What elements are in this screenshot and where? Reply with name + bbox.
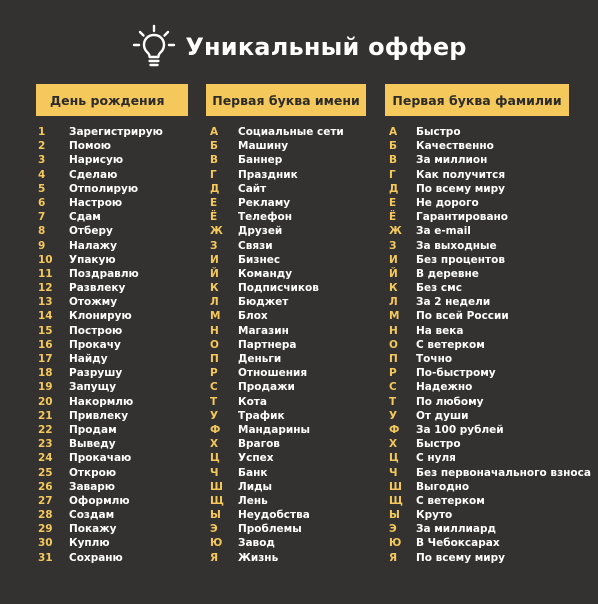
last-name-item-key: Ш: [389, 480, 402, 493]
column-header-first-name-letter: Первая буква имени: [206, 84, 366, 116]
birthday-item: [38, 352, 163, 366]
last-name-item-key: А: [389, 126, 398, 138]
last-name-item-key: М: [389, 310, 400, 323]
first-name-item-text: Сайт: [238, 182, 267, 195]
last-name-item: [389, 551, 591, 565]
last-name-item-key: Н: [389, 324, 398, 337]
last-name-item-key: Щ: [389, 494, 403, 507]
last-name-item-text: С ветерком: [416, 338, 485, 351]
birthday-item-text: Поздравлю: [69, 267, 139, 280]
first-name-item-key: Ж: [210, 225, 223, 238]
birthday-item-text: Прокачаю: [69, 452, 132, 465]
birthday-item: [38, 139, 163, 153]
birthday-item: [38, 253, 163, 267]
first-name-item-text: Трафик: [238, 409, 285, 422]
column-header-birthday: День рождения: [36, 84, 188, 116]
first-name-item-text: Бизнес: [238, 253, 281, 266]
last-name-item-key: К: [389, 282, 398, 295]
birthday-item-text: Куплю: [69, 537, 110, 550]
birthday-item-key: 11: [38, 267, 53, 280]
last-name-item: [389, 267, 591, 281]
last-name-item: [389, 352, 591, 366]
first-name-item-text: Лень: [238, 494, 268, 507]
last-name-item-key: Я: [389, 551, 398, 564]
first-name-item-text: Праздник: [238, 168, 298, 181]
birthday-item-text: Запущу: [69, 381, 117, 394]
first-name-item: [210, 352, 344, 366]
birthday-item-text: Построю: [69, 324, 123, 337]
first-name-item-text: Завод: [238, 537, 275, 550]
first-name-item-text: Блох: [238, 310, 268, 323]
birthday-item-key: 26: [38, 480, 53, 493]
first-name-item-key: Г: [210, 168, 217, 181]
first-name-item-text: Связи: [238, 239, 273, 252]
birthday-item-key: 1: [38, 126, 46, 138]
last-name-item-key: Е: [389, 196, 397, 209]
first-name-item-key: Р: [210, 367, 218, 380]
first-name-item-text: Лиды: [238, 480, 273, 493]
last-name-item-key: Ч: [389, 466, 398, 479]
birthday-item-text: Налажу: [69, 239, 117, 252]
first-name-item-text: Мандарины: [238, 423, 310, 436]
first-name-item-text: Успех: [238, 452, 274, 465]
birthday-item-text: Покажу: [69, 523, 117, 536]
first-name-item-key: Т: [210, 395, 218, 408]
birthday-item-key: 15: [38, 324, 53, 337]
birthday-item-key: 16: [38, 338, 53, 351]
last-name-item-key: Д: [389, 182, 399, 195]
last-name-item-text: Надежно: [416, 381, 473, 394]
first-name-item: [210, 182, 344, 196]
birthday-item-key: 17: [38, 353, 53, 365]
last-name-item-text: Не дорого: [416, 196, 479, 209]
last-name-item: [389, 522, 591, 536]
birthday-item-key: 5: [38, 182, 46, 195]
birthday-item-key: 27: [38, 494, 53, 507]
last-name-item-text: За 2 недели: [416, 296, 491, 309]
birthday-item-key: 29: [38, 523, 53, 536]
birthday-item: [38, 324, 163, 338]
first-name-item: [210, 395, 344, 409]
last-name-letter-list: [389, 125, 591, 565]
birthday-item: [38, 522, 163, 536]
first-name-item-key: О: [210, 338, 219, 351]
last-name-item: [389, 295, 591, 309]
first-name-item-key: В: [210, 154, 219, 167]
birthday-item: [38, 168, 163, 182]
last-name-item-text: За 100 рублей: [416, 423, 504, 436]
first-name-item: [210, 253, 344, 267]
first-name-item-key: Х: [210, 438, 219, 451]
birthday-item-key: 19: [38, 381, 53, 394]
birthday-item-text: Нарисую: [69, 154, 124, 167]
first-name-item: [210, 125, 344, 139]
birthday-item: [38, 551, 163, 565]
last-name-item-text: Быстро: [416, 438, 461, 451]
last-name-item-key: Ё: [389, 211, 397, 224]
last-name-item-text: По-быстрому: [416, 367, 496, 380]
last-name-item-key: Ф: [389, 423, 400, 436]
last-name-item-key: Х: [389, 438, 398, 451]
birthday-item-key: 3: [38, 154, 46, 167]
first-name-item-text: Телефон: [238, 211, 292, 224]
first-name-item-key: Ш: [210, 480, 223, 493]
first-name-item-key: Д: [210, 182, 220, 195]
first-name-item-key: И: [210, 253, 219, 266]
last-name-item-text: С нуля: [416, 452, 456, 465]
first-name-item-key: Ю: [210, 537, 223, 550]
first-name-item-text: Продажи: [238, 381, 295, 394]
first-name-item: [210, 409, 344, 423]
birthday-item: [38, 210, 163, 224]
last-name-item-text: Как получится: [416, 168, 506, 181]
birthday-item-text: Упакую: [69, 253, 116, 266]
birthday-item: [38, 451, 163, 465]
last-name-item: [389, 210, 591, 224]
birthday-item: [38, 423, 163, 437]
page-title: Уникальный оффер: [185, 33, 467, 61]
last-name-item-text: Без смс: [416, 282, 462, 295]
last-name-item-text: Быстро: [416, 126, 461, 138]
last-name-item-key: Р: [389, 367, 397, 380]
first-name-item-text: Баннер: [238, 154, 283, 167]
last-name-item: [389, 409, 591, 423]
birthday-item: [38, 196, 163, 210]
last-name-item-key: Г: [389, 168, 396, 181]
last-name-item: [389, 309, 591, 323]
birthday-item-key: 10: [38, 253, 53, 266]
birthday-item-text: Разрушу: [69, 367, 123, 380]
birthday-item-key: 12: [38, 282, 53, 295]
last-name-item: [389, 423, 591, 437]
first-name-item-text: Магазин: [238, 324, 289, 337]
first-name-item: [210, 366, 344, 380]
first-name-item: [210, 239, 344, 253]
birthday-item-key: 22: [38, 423, 53, 436]
last-name-item-text: В Чебоксарах: [416, 537, 500, 550]
last-name-item: [389, 281, 591, 295]
last-name-item: [389, 508, 591, 522]
birthday-list: [38, 125, 163, 565]
first-name-item: [210, 508, 344, 522]
birthday-item: [38, 309, 163, 323]
last-name-item-key: И: [389, 253, 398, 266]
last-name-item-text: На века: [416, 324, 464, 337]
birthday-item-text: Сдам: [69, 211, 101, 224]
last-name-item-text: Гарантировано: [416, 211, 509, 224]
last-name-item-key: С: [389, 381, 397, 394]
last-name-item-key: Л: [389, 296, 398, 309]
birthday-item: [38, 224, 163, 238]
birthday-item-text: Отполирую: [69, 182, 139, 195]
last-name-item: [389, 196, 591, 210]
first-name-item-text: Жизнь: [238, 551, 279, 564]
first-name-item-text: Команду: [238, 267, 293, 280]
first-name-item: [210, 210, 344, 224]
birthday-item-text: Найду: [69, 353, 108, 365]
last-name-item-key: Б: [389, 140, 398, 153]
birthday-item-key: 25: [38, 466, 53, 479]
birthday-item: [38, 380, 163, 394]
birthday-item-text: Развлеку: [69, 282, 126, 295]
last-name-item-text: По всей России: [416, 310, 509, 323]
first-name-item-key: Ч: [210, 466, 219, 479]
birthday-item: [38, 239, 163, 253]
first-name-item-key: Ф: [210, 423, 221, 436]
last-name-item: [389, 224, 591, 238]
first-name-item-key: Б: [210, 140, 219, 153]
first-name-item: [210, 437, 344, 451]
birthday-item: [38, 480, 163, 494]
last-name-item-text: Круто: [416, 509, 453, 522]
first-name-item-key: С: [210, 381, 218, 394]
last-name-item-key: Ы: [389, 509, 400, 522]
first-name-item-text: Проблемы: [238, 523, 302, 536]
last-name-item-key: П: [389, 353, 398, 365]
birthday-item-key: 20: [38, 395, 53, 408]
birthday-item-text: Прокачу: [69, 338, 121, 351]
last-name-item-key: О: [389, 338, 398, 351]
last-name-item: [389, 125, 591, 139]
birthday-item: [38, 366, 163, 380]
birthday-item: [38, 437, 163, 451]
last-name-item-key: Ц: [389, 452, 399, 465]
first-name-item-key: З: [210, 239, 218, 252]
first-name-item-key: М: [210, 310, 221, 323]
birthday-item-text: Отберу: [69, 225, 113, 238]
birthday-item-key: 9: [38, 239, 46, 252]
first-name-item: [210, 281, 344, 295]
last-name-item: [389, 451, 591, 465]
first-name-item: [210, 551, 344, 565]
birthday-item: [38, 338, 163, 352]
birthday-item-text: Создам: [69, 509, 115, 522]
birthday-item-key: 31: [38, 551, 53, 564]
last-name-item-text: По всему миру: [416, 551, 506, 564]
birthday-item-key: 30: [38, 537, 53, 550]
birthday-item-text: Привлеку: [69, 409, 129, 422]
first-name-item: [210, 466, 344, 480]
birthday-item-text: Сделаю: [69, 168, 118, 181]
first-name-item-key: Й: [210, 267, 219, 280]
first-name-item-key: Н: [210, 324, 219, 337]
last-name-item-text: Точно: [416, 353, 453, 365]
last-name-item: [389, 153, 591, 167]
first-name-item: [210, 224, 344, 238]
birthday-item-key: 7: [38, 211, 46, 224]
birthday-item-text: Отожму: [69, 296, 118, 309]
last-name-item: [389, 253, 591, 267]
birthday-item: [38, 466, 163, 480]
first-name-item-text: Бюджет: [238, 296, 289, 309]
birthday-item-key: 13: [38, 296, 53, 309]
first-name-item-key: Ё: [210, 211, 218, 224]
birthday-item-text: Помою: [69, 140, 112, 153]
last-name-item-text: За миллиард: [416, 523, 496, 536]
birthday-item-key: 21: [38, 409, 53, 422]
last-name-item: [389, 395, 591, 409]
last-name-item: [389, 494, 591, 508]
last-name-item-text: По любому: [416, 395, 484, 408]
first-name-item: [210, 295, 344, 309]
birthday-item: [38, 281, 163, 295]
birthday-item-key: 4: [38, 168, 46, 181]
last-name-item-text: За выходные: [416, 239, 497, 252]
last-name-item-text: Выгодно: [416, 480, 470, 493]
lightbulb-icon: [131, 24, 177, 70]
last-name-item: [389, 182, 591, 196]
birthday-item-key: 8: [38, 225, 46, 238]
birthday-item: [38, 536, 163, 550]
first-name-item-text: Отношения: [238, 367, 308, 380]
first-name-item-key: К: [210, 282, 219, 295]
first-name-item: [210, 309, 344, 323]
last-name-item-key: У: [389, 409, 398, 422]
first-name-item-key: А: [210, 126, 219, 138]
birthday-item-key: 2: [38, 140, 46, 153]
first-name-item-text: Кота: [238, 395, 267, 408]
birthday-item-text: Клонирую: [69, 310, 132, 323]
last-name-item-text: От души: [416, 409, 469, 422]
birthday-item-key: 6: [38, 196, 46, 209]
last-name-item: [389, 366, 591, 380]
last-name-item-text: Качественно: [416, 140, 494, 153]
first-name-item-text: Неудобства: [238, 509, 310, 522]
first-name-item: [210, 380, 344, 394]
birthday-item: [38, 494, 163, 508]
last-name-item: [389, 139, 591, 153]
last-name-item-key: Ж: [389, 225, 402, 238]
first-name-item-text: Партнера: [238, 338, 297, 351]
last-name-item-text: Без процентов: [416, 253, 505, 266]
birthday-item-key: 14: [38, 310, 53, 323]
first-name-item-key: Ы: [210, 509, 221, 522]
last-name-item: [389, 338, 591, 352]
first-name-item-key: П: [210, 353, 219, 365]
first-name-item-text: Рекламу: [238, 196, 291, 209]
first-name-item-key: Я: [210, 551, 219, 564]
birthday-item-key: 24: [38, 452, 53, 465]
first-name-item-text: Подписчиков: [238, 282, 319, 295]
last-name-item-text: За миллион: [416, 154, 488, 167]
last-name-item-text: В деревне: [416, 267, 479, 280]
birthday-item-text: Выведу: [69, 438, 116, 451]
birthday-item: [38, 153, 163, 167]
birthday-item: [38, 508, 163, 522]
first-name-item: [210, 423, 344, 437]
last-name-item: [389, 480, 591, 494]
first-name-item-text: Врагов: [238, 438, 280, 451]
birthday-item: [38, 182, 163, 196]
first-name-item: [210, 480, 344, 494]
last-name-item-text: С ветерком: [416, 494, 485, 507]
first-name-item: [210, 168, 344, 182]
birthday-item-text: Сохраню: [69, 551, 123, 564]
first-name-item: [210, 494, 344, 508]
first-name-item: [210, 338, 344, 352]
birthday-item: [38, 409, 163, 423]
first-name-item: [210, 196, 344, 210]
header: [0, 22, 598, 72]
last-name-item-key: З: [389, 239, 397, 252]
last-name-item: [389, 437, 591, 451]
last-name-item: [389, 536, 591, 550]
last-name-item-text: По всему миру: [416, 182, 506, 195]
last-name-item: [389, 380, 591, 394]
first-name-item: [210, 536, 344, 550]
birthday-item: [38, 125, 163, 139]
column-header-last-name-letter: Первая буква фамилии: [385, 84, 569, 116]
birthday-item: [38, 267, 163, 281]
last-name-item-key: Й: [389, 267, 398, 280]
birthday-item-text: Заварю: [69, 480, 115, 493]
last-name-item: [389, 324, 591, 338]
last-name-item-text: За e-mail: [416, 225, 471, 238]
first-name-item: [210, 324, 344, 338]
first-name-item: [210, 267, 344, 281]
first-name-item: [210, 153, 344, 167]
birthday-item-key: 18: [38, 367, 53, 380]
first-name-item-key: Э: [210, 523, 218, 536]
last-name-item-key: Ю: [389, 537, 402, 550]
last-name-item-text: Без первоначального взноса: [416, 466, 591, 479]
birthday-item-text: Накормлю: [69, 395, 134, 408]
birthday-item-key: 28: [38, 509, 53, 522]
birthday-item: [38, 395, 163, 409]
first-name-item: [210, 522, 344, 536]
first-name-item: [210, 139, 344, 153]
first-name-item-text: Деньги: [238, 353, 282, 365]
first-name-item-text: Банк: [238, 466, 268, 479]
birthday-item: [38, 295, 163, 309]
last-name-item: [389, 466, 591, 480]
first-name-item-key: Л: [210, 296, 219, 309]
first-name-item-text: Машину: [238, 140, 289, 153]
birthday-item-text: Открою: [69, 466, 117, 479]
last-name-item-key: Э: [389, 523, 397, 536]
first-name-item-key: Е: [210, 196, 218, 209]
first-name-item-text: Друзей: [238, 225, 283, 238]
first-name-item-key: У: [210, 409, 219, 422]
last-name-item: [389, 239, 591, 253]
birthday-item-text: Настрою: [69, 196, 123, 209]
birthday-item-text: Оформлю: [69, 494, 130, 507]
last-name-item: [389, 168, 591, 182]
last-name-item-key: Т: [389, 395, 397, 408]
first-name-item-text: Социальные сети: [238, 126, 344, 138]
birthday-item-key: 23: [38, 438, 53, 451]
first-name-item: [210, 451, 344, 465]
birthday-item-text: Зарегистрирую: [69, 126, 163, 138]
first-name-item-key: Щ: [210, 494, 224, 507]
first-name-letter-list: [210, 125, 344, 565]
last-name-item-key: В: [389, 154, 398, 167]
birthday-item-text: Продам: [69, 423, 117, 436]
first-name-item-key: Ц: [210, 452, 220, 465]
